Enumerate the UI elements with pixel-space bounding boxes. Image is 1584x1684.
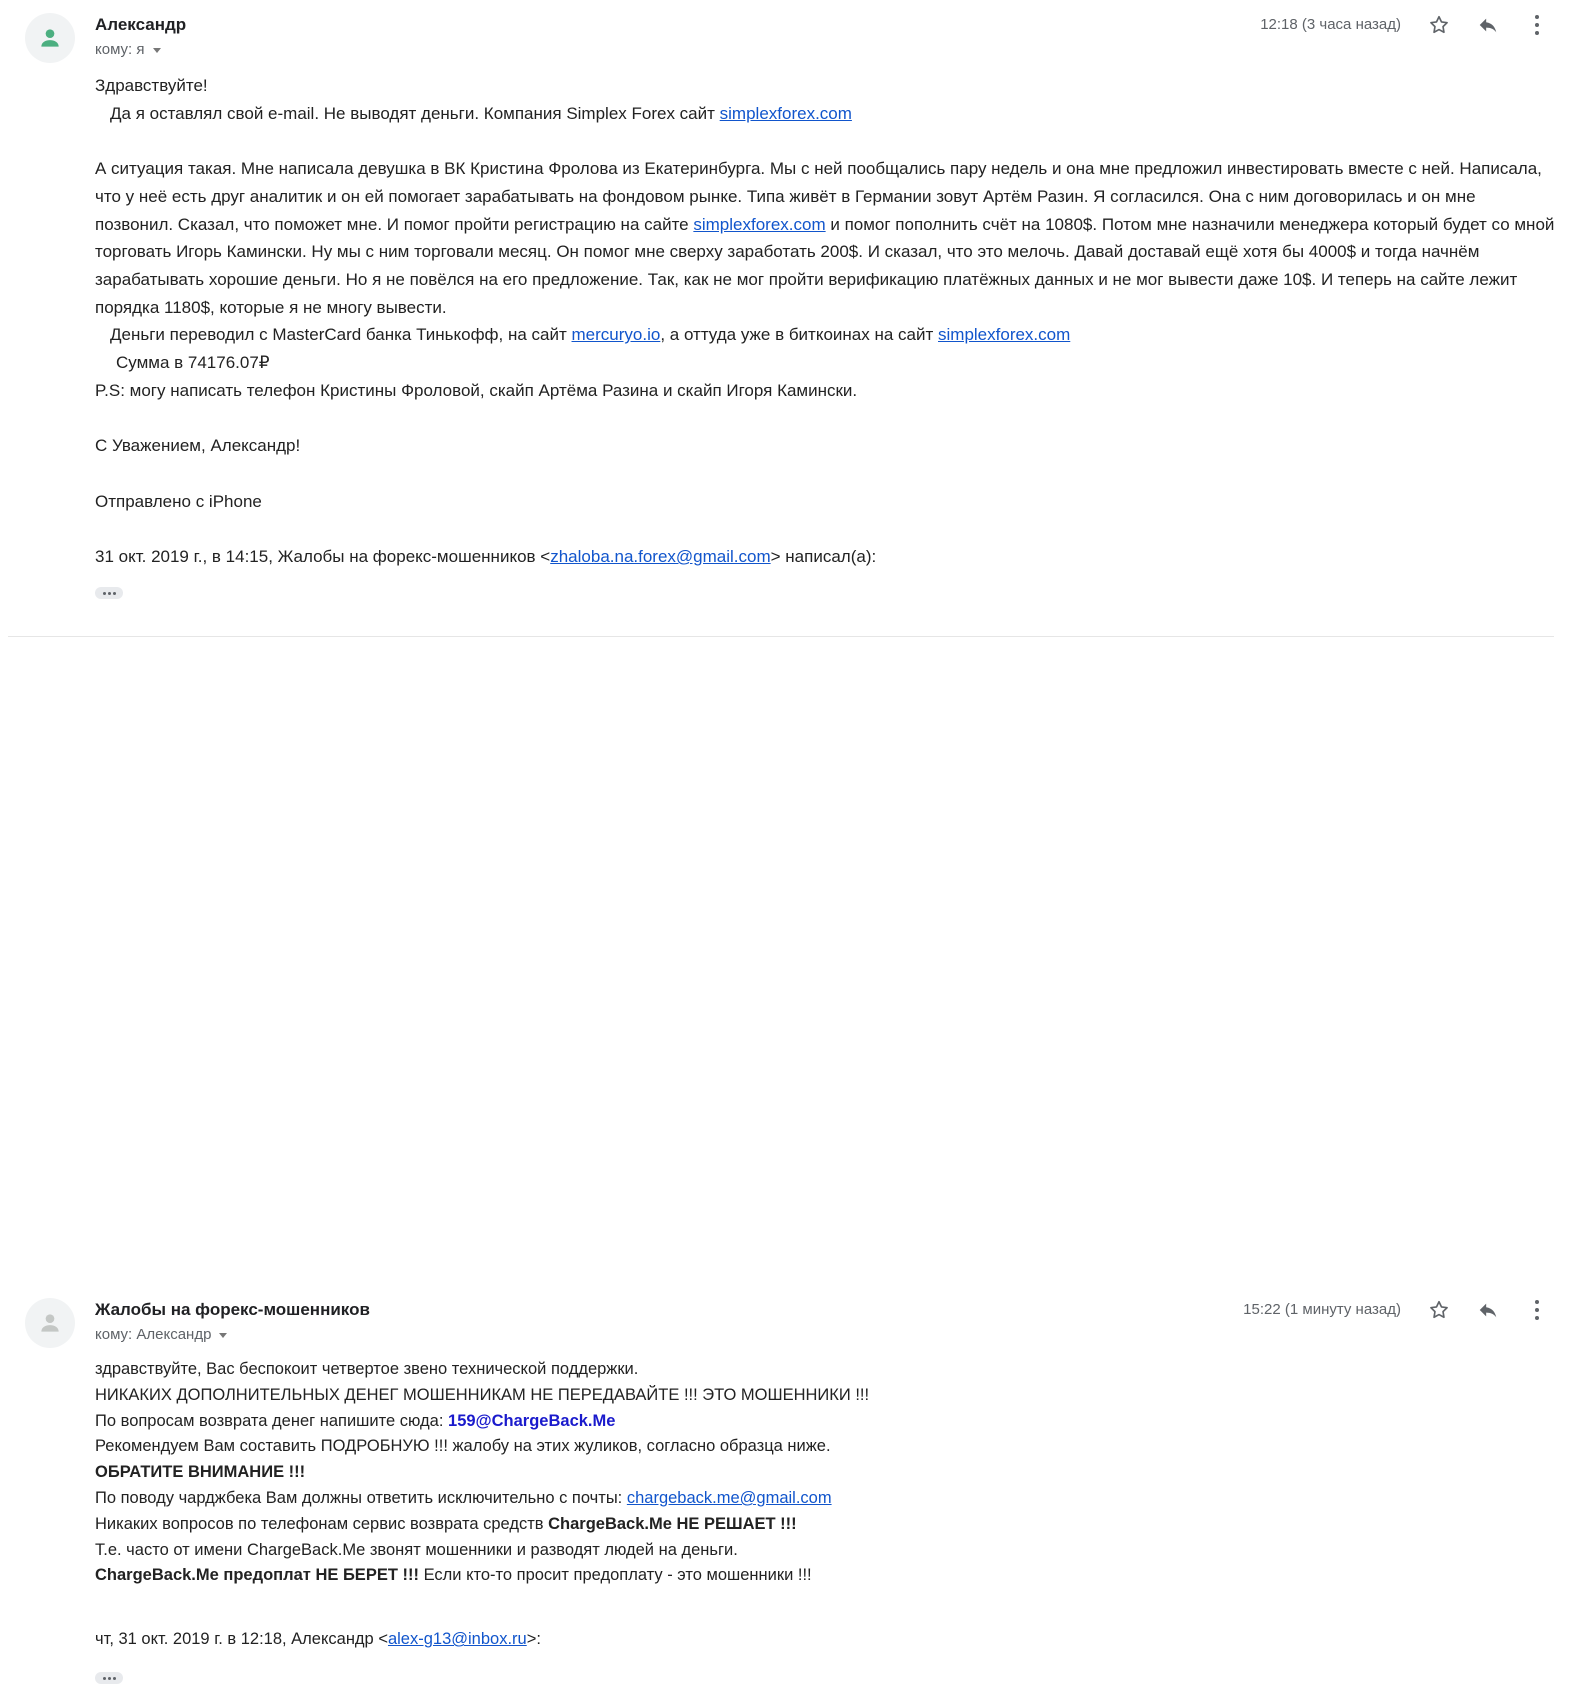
attention-line: ОБРАТИТЕ ВНИМАНИЕ !!! xyxy=(95,1463,306,1482)
body-text: 31 окт. 2019 г., в 14:15, Жалобы на форекс-мошенников < xyxy=(95,546,551,566)
message-body xyxy=(95,72,1555,571)
mercuryo-link[interactable]: mercuryo.io xyxy=(571,325,661,345)
bold-text: ChargeBack.Me НЕ РЕШАЕТ !!! xyxy=(548,1514,797,1533)
body-text: Деньги переводил с MasterCard банка Тинькофф, на сайт xyxy=(110,325,572,345)
body-text: , а оттуда уже в биткоинах на сайт xyxy=(660,325,939,345)
body-text: Если кто-то просит предоплату - это мошенники !!! xyxy=(418,1566,812,1585)
signature: С Уважением, Александр! xyxy=(95,436,301,456)
more-vert-icon xyxy=(1534,1299,1540,1321)
more-options-button[interactable] xyxy=(1523,11,1551,39)
prepayment-line xyxy=(95,1563,1295,1589)
official-email-line xyxy=(95,1486,1295,1512)
body-text: Никаких вопросов по телефонам сервис возврата средств xyxy=(95,1514,549,1533)
message-body xyxy=(95,1357,1295,1653)
message-timestamp: 12:18 (3 часа назад) xyxy=(1260,16,1401,33)
chargeback-email[interactable]: 159@ChargeBack.Me xyxy=(448,1411,616,1430)
message-timestamp: 15:22 (1 минуту назад) xyxy=(1243,1301,1401,1318)
sender-avatar[interactable] xyxy=(25,13,75,63)
contact-line xyxy=(95,1409,1295,1435)
quote-header xyxy=(95,543,1555,571)
body-line xyxy=(95,100,1555,128)
email-message-2 xyxy=(0,636,1584,1649)
sender-name: Александр xyxy=(95,15,187,34)
recipient-label: кому: я xyxy=(95,41,145,58)
body-text: и помог пополнить счёт на 1080$. Потом мне назначили менеджера который будет со мной торговать Игорь Камински. Ну мы с ним торговали месяц. Он помог мне сверху заработать 200$. И сказал, что это мелочь. Давай доставай ещё хотя бы 4000$ и тогда начнём зарабатывать хорошие деньги. Но я не повёлся на его предложение. Так, как не мог пройти верификацию платёжных данных и не мог вывести даже 10$. И теперь на сайте лежит порядка 1180$, которые я не многу вывести. xyxy=(95,214,1555,317)
body-text: По вопросам возврата денег напишите сюда: xyxy=(95,1411,449,1430)
show-trimmed-content-button[interactable] xyxy=(95,587,123,599)
recipient-label: кому: Александр xyxy=(95,1326,212,1343)
body-text: >: xyxy=(526,1630,541,1649)
greeting: Здравствуйте! xyxy=(95,76,208,95)
body-line: Рекомендуем Вам составить ПОДРОБНУЮ !!! жалобу на этих жуликов, согласно образца ниже. xyxy=(95,1437,831,1456)
ps-line: P.S: могу написать телефон Кристины Фроловой, скайп Артёма Разина и скайп Игоря Камински. xyxy=(95,380,858,400)
transfer-line xyxy=(95,321,1555,349)
star-button[interactable] xyxy=(1425,11,1453,39)
recipient-dropdown[interactable] xyxy=(95,41,161,58)
body-text: Да я оставлял свой e-mail. Не выводят деньги. Компания Simplex Forex сайт xyxy=(110,103,720,123)
body-text: А ситуация такая. Мне написала девушка в ВК Кристина Фролова из Екатеринбурга. Мы с ней пообщались пару недель и она мне предложил инвестировать вместе с ней. Написала, что у неё есть друг аналитик и он ей помогает зарабатывать на фондовом рынке. Типа живёт в Германии зовут Артём Разин. Я согласился. Она с ним договорилась и он мне позвонил. Сказал, что поможет мне. И помог пройти регистрацию на сайте xyxy=(95,159,1542,234)
email-message-1 xyxy=(0,0,1584,636)
body-text: По поводу чарджбека Вам должны ответить исключительно с почты: xyxy=(95,1488,627,1507)
body-line: Т.е. часто от имени ChargeBack.Me звонят мошенники и разводят людей на деньги. xyxy=(95,1540,738,1559)
sender-avatar[interactable] xyxy=(25,1298,75,1348)
reply-button[interactable] xyxy=(1474,11,1502,39)
body-line: здравствуйте, Вас беспокоит четвертое звено технической поддержки. xyxy=(95,1360,639,1378)
body-text: чт, 31 окт. 2019 г. в 12:18, Александр < xyxy=(95,1630,388,1649)
reply-icon xyxy=(1477,1299,1499,1321)
body-text: > написал(а): xyxy=(770,546,877,566)
star-icon xyxy=(1428,1299,1450,1321)
caret-down-icon xyxy=(153,48,161,53)
recipient-dropdown[interactable] xyxy=(95,1326,227,1343)
ellipsis-icon xyxy=(103,592,106,595)
site-link[interactable]: simplexforex.com xyxy=(938,325,1071,345)
more-vert-icon xyxy=(1534,14,1540,36)
sent-from: Отправлено с iPhone xyxy=(95,491,262,511)
person-avatar-icon xyxy=(37,25,63,51)
reply-icon xyxy=(1477,14,1499,36)
ellipsis-icon xyxy=(103,1677,106,1680)
story-paragraph xyxy=(95,155,1555,321)
email-link[interactable]: zhaloba.na.forex@gmail.com xyxy=(550,546,771,566)
star-icon xyxy=(1428,14,1450,36)
site-link[interactable]: simplexforex.com xyxy=(693,214,826,234)
warning-line: НИКАКИХ ДОПОЛНИТЕЛЬНЫХ ДЕНЕГ МОШЕННИКАМ НЕ ПЕРЕДАВАЙТЕ !!! ЭТО МОШЕННИКИ !!! xyxy=(95,1385,870,1404)
star-button[interactable] xyxy=(1425,1296,1453,1324)
reply-button[interactable] xyxy=(1474,1296,1502,1324)
email-link[interactable]: alex-g13@inbox.ru xyxy=(387,1630,527,1649)
email-link[interactable]: chargeback.me@gmail.com xyxy=(626,1488,832,1507)
bold-text: ChargeBack.Me предоплат НЕ БЕРЕТ !!! xyxy=(95,1566,419,1585)
sender-name: Жалобы на форекс-мошенников xyxy=(95,1300,370,1319)
caret-down-icon xyxy=(219,1333,227,1338)
person-avatar-icon xyxy=(37,1310,63,1336)
show-trimmed-content-button[interactable] xyxy=(95,1672,123,1684)
amount-line: Сумма в 74176.07₽ xyxy=(116,353,270,373)
phone-warning-line xyxy=(95,1512,1295,1538)
quote-header xyxy=(95,1627,1295,1653)
more-options-button[interactable] xyxy=(1523,1296,1551,1324)
site-link[interactable]: simplexforex.com xyxy=(719,103,852,123)
